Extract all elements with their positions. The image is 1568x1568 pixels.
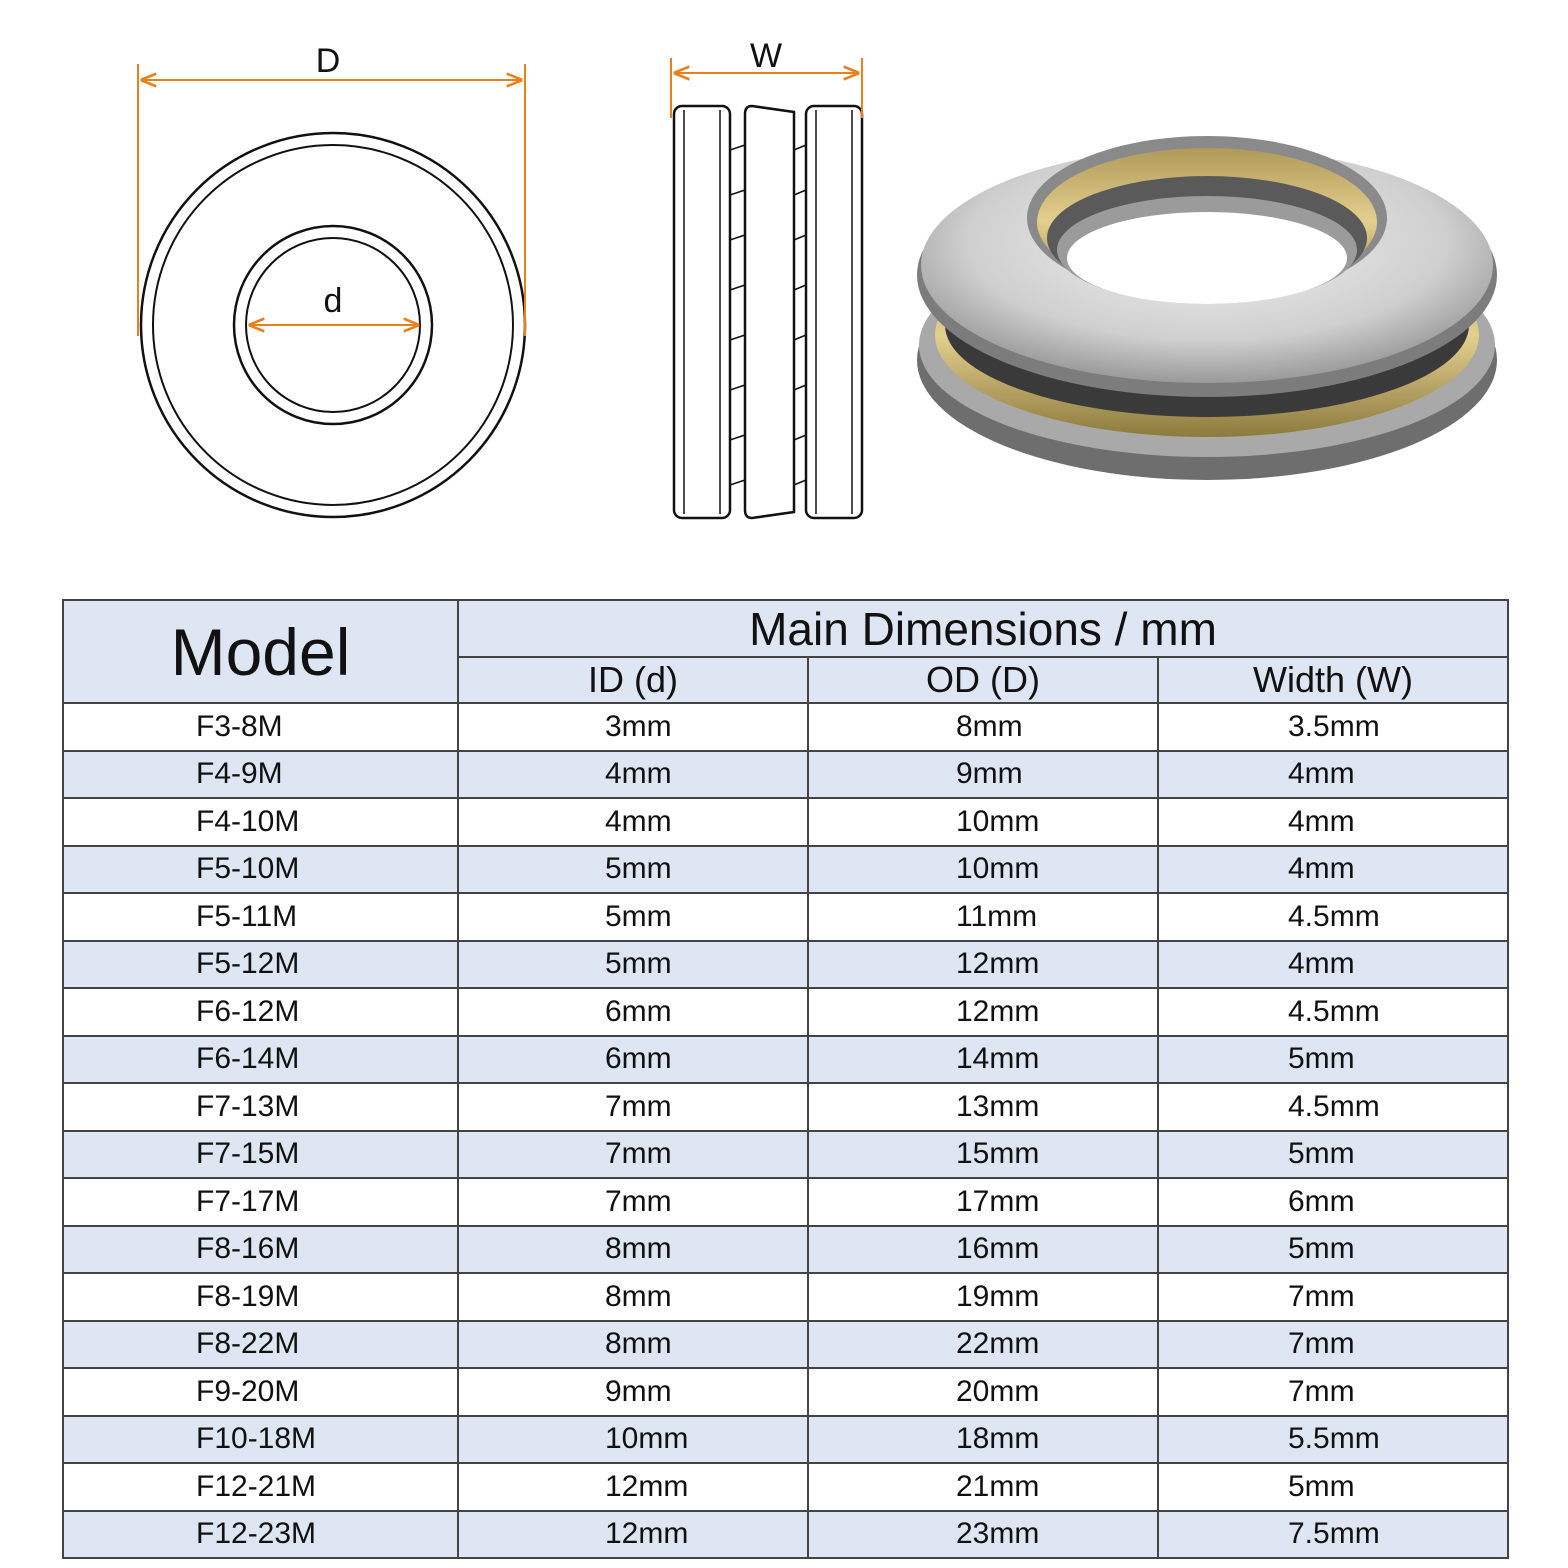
model-cell: F6-12M	[63, 988, 458, 1036]
model-cell: F3-8M	[63, 703, 458, 751]
width-cell: 4mm	[1158, 751, 1508, 799]
inner-diameter-label: d	[323, 282, 343, 320]
table-row	[63, 1083, 1508, 1131]
model-cell: F8-16M	[63, 1226, 458, 1274]
model-cell: F7-17M	[63, 1178, 458, 1226]
width-cell: 5.5mm	[1158, 1416, 1508, 1464]
od-cell: 12mm	[808, 941, 1158, 989]
table-row	[63, 1368, 1508, 1416]
od-cell: 14mm	[808, 1036, 1158, 1084]
width-cell: 7mm	[1158, 1321, 1508, 1369]
id-cell: 8mm	[458, 1321, 808, 1369]
table-row	[63, 1273, 1508, 1321]
id-cell: 5mm	[458, 893, 808, 941]
od-cell: 15mm	[808, 1131, 1158, 1179]
od-cell: 18mm	[808, 1416, 1158, 1464]
id-cell: 6mm	[458, 1036, 808, 1084]
width-cell: 3.5mm	[1158, 703, 1508, 751]
id-cell: 12mm	[458, 1463, 808, 1511]
table-row	[63, 1511, 1508, 1559]
width-cell: 7.5mm	[1158, 1511, 1508, 1559]
width-cell: 4mm	[1158, 798, 1508, 846]
od-cell: 13mm	[808, 1083, 1158, 1131]
width-cell: 7mm	[1158, 1368, 1508, 1416]
od-cell: 9mm	[808, 751, 1158, 799]
od-cell: 12mm	[808, 988, 1158, 1036]
id-cell: 12mm	[458, 1511, 808, 1559]
od-cell: 17mm	[808, 1178, 1158, 1226]
od-cell: 10mm	[808, 798, 1158, 846]
width-label: W	[749, 37, 783, 75]
bearing-photo	[917, 136, 1497, 480]
table-row	[63, 1463, 1508, 1511]
front-view	[138, 42, 525, 517]
model-cell: F6-14M	[63, 1036, 458, 1084]
table-row	[63, 1226, 1508, 1274]
od-cell: 8mm	[808, 703, 1158, 751]
model-cell: F5-10M	[63, 846, 458, 894]
table-row	[63, 751, 1508, 799]
width-cell: 4.5mm	[1158, 1083, 1508, 1131]
id-cell: 3mm	[458, 703, 808, 751]
dimensions-table	[62, 599, 1509, 1559]
model-cell: F7-15M	[63, 1131, 458, 1179]
od-cell: 19mm	[808, 1273, 1158, 1321]
id-cell: 7mm	[458, 1083, 808, 1131]
model-cell: F9-20M	[63, 1368, 458, 1416]
width-cell: 4.5mm	[1158, 988, 1508, 1036]
width-cell: 5mm	[1158, 1463, 1508, 1511]
bearing-diagram	[0, 0, 1568, 560]
id-cell: 5mm	[458, 846, 808, 894]
width-cell: 5mm	[1158, 1226, 1508, 1274]
width-cell: 7mm	[1158, 1273, 1508, 1321]
id-cell: 8mm	[458, 1226, 808, 1274]
width-column-header: Width (W)	[1158, 657, 1508, 703]
id-cell: 7mm	[458, 1178, 808, 1226]
table-row	[63, 1416, 1508, 1464]
model-cell: F4-10M	[63, 798, 458, 846]
table-row	[63, 1036, 1508, 1084]
width-cell: 4mm	[1158, 941, 1508, 989]
od-column-header: OD (D)	[808, 657, 1158, 703]
id-cell: 10mm	[458, 1416, 808, 1464]
table-row	[63, 1131, 1508, 1179]
id-cell: 9mm	[458, 1368, 808, 1416]
model-cell: F8-19M	[63, 1273, 458, 1321]
table-row	[63, 893, 1508, 941]
id-cell: 4mm	[458, 798, 808, 846]
table-row	[63, 988, 1508, 1036]
id-cell: 4mm	[458, 751, 808, 799]
model-cell: F4-9M	[63, 751, 458, 799]
od-cell: 22mm	[808, 1321, 1158, 1369]
od-cell: 20mm	[808, 1368, 1158, 1416]
id-cell: 6mm	[458, 988, 808, 1036]
id-column-header: ID (d)	[458, 657, 808, 703]
id-cell: 7mm	[458, 1131, 808, 1179]
side-view	[671, 37, 862, 518]
model-cell: F8-22M	[63, 1321, 458, 1369]
model-cell: F12-21M	[63, 1463, 458, 1511]
model-cell: F7-13M	[63, 1083, 458, 1131]
width-cell: 6mm	[1158, 1178, 1508, 1226]
table-row	[63, 941, 1508, 989]
table-row	[63, 798, 1508, 846]
id-cell: 8mm	[458, 1273, 808, 1321]
od-cell: 16mm	[808, 1226, 1158, 1274]
od-cell: 11mm	[808, 893, 1158, 941]
outer-diameter-label: D	[315, 42, 341, 80]
table-row	[63, 703, 1508, 751]
table-row	[63, 846, 1508, 894]
model-cell: F5-11M	[63, 893, 458, 941]
od-cell: 10mm	[808, 846, 1158, 894]
model-header: Model	[63, 600, 458, 703]
od-cell: 21mm	[808, 1463, 1158, 1511]
main-dimensions-header: Main Dimensions / mm	[458, 600, 1508, 657]
id-cell: 5mm	[458, 941, 808, 989]
width-cell: 4.5mm	[1158, 893, 1508, 941]
model-cell: F5-12M	[63, 941, 458, 989]
width-cell: 4mm	[1158, 846, 1508, 894]
table-row	[63, 1178, 1508, 1226]
width-cell: 5mm	[1158, 1036, 1508, 1084]
model-cell: F10-18M	[63, 1416, 458, 1464]
od-cell: 23mm	[808, 1511, 1158, 1559]
width-cell: 5mm	[1158, 1131, 1508, 1179]
table-row	[63, 1321, 1508, 1369]
model-cell: F12-23M	[63, 1511, 458, 1559]
